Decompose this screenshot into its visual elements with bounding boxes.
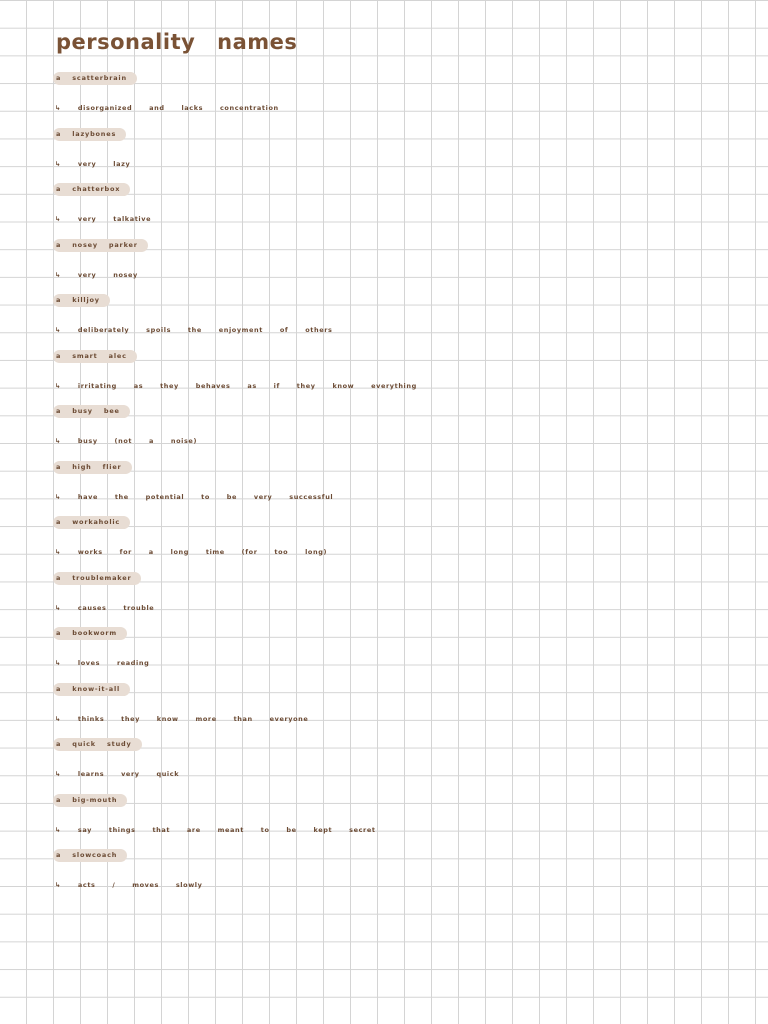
definition: ↳ very talkative [55, 215, 152, 223]
term-highlight: a chatterbox [53, 183, 130, 196]
term-highlight: a high flier [53, 461, 132, 474]
definition: ↳ thinks they know more than everyone [55, 714, 309, 723]
definition: ↳ have the potential to be very successful [55, 492, 334, 501]
term-highlight: a busy bee [53, 405, 130, 418]
list-item [53, 683, 753, 739]
list-item [53, 239, 753, 295]
term-highlight: a know-it-all [53, 683, 130, 696]
definition: ↳ causes trouble [55, 603, 155, 612]
definition: ↳ very nosey [55, 270, 138, 279]
term-highlight: a bookworm [53, 627, 127, 640]
term-highlight: a scatterbrain [53, 72, 137, 85]
list-item [53, 849, 753, 905]
personality-list [53, 72, 753, 905]
page-title: personality names [56, 30, 298, 54]
list-item [53, 72, 753, 128]
list-item [53, 405, 753, 461]
term-highlight: a quick study [53, 738, 142, 751]
list-item [53, 128, 753, 184]
list-item [53, 183, 753, 239]
list-item [53, 572, 753, 628]
list-item [53, 294, 753, 350]
term-highlight: a workaholic [53, 516, 130, 529]
definition: ↳ works for a long time (for too long) [55, 548, 328, 556]
list-item [53, 350, 753, 406]
list-item [53, 516, 753, 572]
definition: ↳ very lazy [55, 159, 131, 168]
term-highlight: a troublemaker [53, 572, 141, 585]
definition: ↳ say things that are meant to be kept secret [55, 825, 376, 834]
definition: ↳ disorganized and lacks concentration [55, 104, 279, 112]
term-highlight: a slowcoach [53, 849, 127, 862]
term-highlight: a nosey parker [53, 239, 148, 252]
list-item [53, 627, 753, 683]
list-item [53, 738, 753, 794]
definition: ↳ acts / moves slowly [55, 881, 203, 889]
term-highlight: a lazybones [53, 128, 126, 141]
list-item [53, 461, 753, 517]
definition: ↳ irritating as they behaves as if they know everything [55, 381, 417, 390]
term-highlight: a big-mouth [53, 794, 127, 807]
definition: ↳ learns very quick [55, 770, 180, 778]
definition: ↳ loves reading [55, 659, 150, 667]
term-highlight: a killjoy [53, 294, 110, 307]
definition: ↳ busy (not a noise) [55, 437, 198, 445]
definition: ↳ deliberately spoils the enjoyment of others [55, 326, 333, 334]
list-item [53, 794, 753, 850]
term-highlight: a smart alec [53, 350, 137, 363]
